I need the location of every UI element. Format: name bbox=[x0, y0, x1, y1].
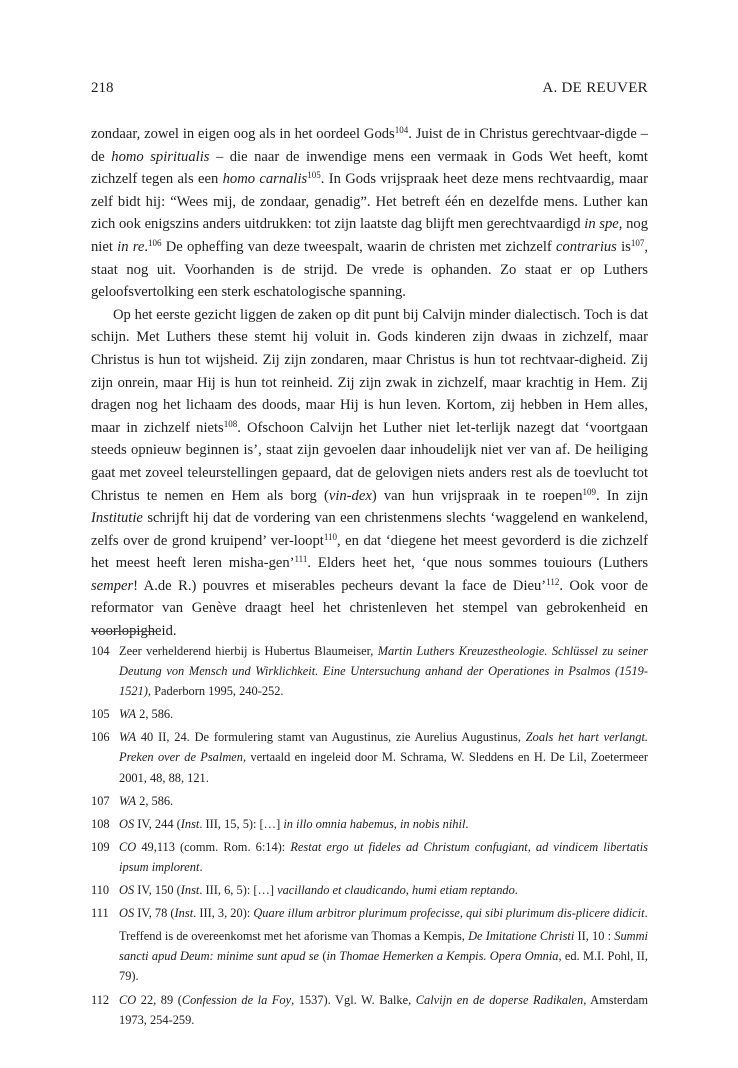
footnote-ref: 111 bbox=[294, 554, 308, 565]
italic-run: OS bbox=[119, 883, 135, 898]
text-run: . In Gods vrijspraak heet deze mens rechtvaardig, maar zelf bidt hij: “Wees mij, de zondaar, genadig”. Het betreft één en dezelfde mens. Luther kan zich ook enigszins anders uitdrukken: tot zijn laatste dag blijft men gerechtvaardigd bbox=[91, 171, 648, 233]
footnote-text bbox=[119, 814, 648, 834]
italic-run: semper bbox=[91, 577, 134, 594]
text-run: . bbox=[144, 238, 149, 255]
text-run: . bbox=[644, 906, 648, 921]
footnote-105 bbox=[91, 704, 648, 724]
italic-run: in Thomae Hemerken a Kempis. Opera Omnia bbox=[326, 949, 559, 964]
italic-run: WA bbox=[119, 707, 137, 722]
italic-run: Calvijn en de doperse Radikalen bbox=[415, 992, 584, 1007]
italic-run: Inst bbox=[180, 816, 200, 831]
text-run: 49,113 (comm. Rom. 6:14): bbox=[136, 839, 291, 854]
italic-run: Institutie bbox=[91, 510, 143, 527]
text-run: , 1537). Vgl. W. Balke, bbox=[291, 992, 416, 1007]
footnote-ref: 112 bbox=[546, 576, 560, 587]
footnote-continuation bbox=[91, 926, 648, 986]
text-run: . Elders heet het, ‘que nous sommes touiours (Luthers bbox=[307, 555, 648, 572]
italic-run: homo carnalis bbox=[222, 171, 308, 188]
text-run: IV, 150 ( bbox=[134, 883, 181, 898]
italic-run: OS bbox=[119, 816, 135, 831]
italic-run: vacillando et claudicando, humi etiam reptando bbox=[277, 883, 515, 898]
text-run: schrijft hij dat de vordering van een christenmens slechts ‘waggelend en wankelend, zelfs over de grond kruipend’ ver-loopt bbox=[91, 510, 648, 549]
footnotes bbox=[91, 641, 648, 1033]
text-run: Zeer verhelderend hierbij is Hubertus Blaumeiser, bbox=[119, 644, 378, 658]
italic-run: in re bbox=[117, 238, 145, 255]
footnote-number: 108 bbox=[91, 816, 110, 831]
text-run: . bbox=[199, 859, 203, 874]
text-run: . III, 15, 5): […] bbox=[199, 816, 284, 831]
footnote-112 bbox=[91, 990, 648, 1030]
text-run: Op het eerste gezicht liggen de zaken op dit punt bij Calvijn minder dialectisch. Toch is dat schijn. Met Luthers these stemt hij voluit in. Gods kinderen zijn dwaas in zichzelf, maar Christus is hun tot wijsheid. Zij zijn zondaren, maar Christus is hun tot rechtvaar-digheid. Zij zijn onrein, maar Hij is hun tot reinheid. Zij zijn zwak in zichzelf, maar krachtig in Hem. Zij dragen nog het lichaam des doods, maar Hij is hun leven. Kortom, zij hebben in Hem alles, maar in zichzelf niets bbox=[91, 306, 648, 436]
text-run: , vertaald en ingeleid door M. Schrama, W. Sleddens en H. De Lil, Zoetermeer 2001, 48, 88, 121. bbox=[119, 750, 648, 785]
italic-run: Confession de la Foy bbox=[181, 992, 292, 1007]
footnote-ref: 108 bbox=[223, 418, 238, 429]
text-run: 2, 586. bbox=[136, 707, 174, 722]
italic-run: Summi sancti apud Deum: minime sunt apud se bbox=[119, 929, 648, 964]
footnote-text bbox=[119, 791, 648, 811]
footnote-number: 112 bbox=[91, 992, 110, 1007]
paragraph-1 bbox=[91, 123, 648, 304]
italic-run: in spe bbox=[584, 216, 619, 233]
text-run: 22, 89 ( bbox=[136, 992, 182, 1007]
footnote-number: 106 bbox=[91, 730, 110, 745]
text-run: De opheffing van deze tweespalt, waarin de christen met zichzelf bbox=[161, 238, 557, 255]
italic-run: in illo omnia habemus, in nobis nihil bbox=[283, 816, 466, 831]
text-run: . Ook voor de reformator van Genève draagt heel het christenleven het stempel van gebrokenheid en voorlopigheid. bbox=[91, 577, 648, 640]
footnote-text bbox=[119, 727, 648, 787]
footnote-110 bbox=[91, 880, 648, 900]
footnote-ref: 104 bbox=[394, 125, 409, 135]
footnote-number: 105 bbox=[91, 707, 110, 722]
text-run: . III, 3, 20): bbox=[193, 906, 254, 921]
footnote-ref: 109 bbox=[582, 486, 596, 497]
text-run: . Juist de in Christus gerechtvaar-digde – de bbox=[91, 126, 648, 165]
footnote-number: 107 bbox=[91, 793, 110, 808]
text-run: ( bbox=[319, 949, 327, 964]
footnote-number: 110 bbox=[91, 883, 110, 898]
footnote-111 bbox=[91, 903, 648, 923]
italic-run: WA bbox=[119, 793, 137, 808]
text-run: . In zijn bbox=[596, 487, 648, 504]
italic-run: Inst bbox=[180, 883, 200, 898]
text-run: . Ofschoon Calvijn het Luther niet let-terlijk nazegt dat ‘voortgaan steeds opnieuw beginnen is’, staat zijn gevoelen daar inhoudelijk niet ver van af. De heiliging gaat met zoveel teleurstellingen gepaard, dat de gelovigen niets anders rest als de toevlucht tot Christus te nemen en Hem als borg ( bbox=[91, 419, 648, 504]
italic-run: De Imitatione Christi bbox=[468, 929, 575, 944]
footnote-ref: 106 bbox=[148, 237, 162, 248]
footnote-ref: 105 bbox=[307, 170, 321, 181]
text-run: , Amsterdam 1973, 254-259. bbox=[119, 992, 648, 1027]
italic-run: Restat ergo ut fideles ad Christum confugiant, ad vindicem libertatis ipsum implorent bbox=[119, 839, 649, 874]
italic-run: OS bbox=[119, 906, 135, 921]
text-run: is bbox=[616, 238, 631, 255]
footnote-ref: 110 bbox=[323, 531, 337, 542]
body-text bbox=[91, 123, 648, 643]
footnote-108 bbox=[91, 814, 648, 834]
footnote-text bbox=[119, 641, 648, 701]
footnote-separator bbox=[91, 631, 157, 632]
footnote-text bbox=[119, 903, 648, 923]
footnote-109 bbox=[91, 837, 648, 877]
text-run: . bbox=[465, 816, 469, 831]
footnote-104 bbox=[91, 641, 648, 701]
footnote-text bbox=[119, 704, 648, 724]
text-run: , nog niet bbox=[91, 216, 648, 255]
footnote-106 bbox=[91, 727, 648, 787]
text-run: ! A.de R.) pouvres et miserables pecheurs devant la face de Dieu’ bbox=[133, 577, 547, 594]
italic-run: Quare illum arbitror plurimum profecisse, qui sibi plurimum dis-plicere didicit bbox=[253, 906, 645, 921]
footnote-text bbox=[119, 837, 648, 877]
page-number: 218 bbox=[91, 80, 114, 96]
page-header bbox=[91, 80, 648, 100]
text-run: ) van hun vrijspraak in te roepen bbox=[371, 487, 583, 504]
text-run: , staat nog uit. Voorhanden is de strijd. De vrede is ophanden. Zo staat er op Luthers geloofsvertolking een sterk eschatologische spanning. bbox=[91, 238, 648, 301]
text-run: 40 II, 24. De formulering stamt van Augustinus, zie Aurelius Augustinus, bbox=[136, 730, 526, 745]
italic-run: Martin Luthers Kreuzestheologie. Schlüssel zu seiner Deutung von Mensch und Wirklichkeit. Eine Untersuchung anhand der Operationes in Psalmos (1519-1521) bbox=[119, 644, 648, 699]
running-head: A. DE REUVER bbox=[542, 80, 648, 96]
italic-run: Inst bbox=[174, 906, 194, 921]
paragraph-2 bbox=[91, 304, 648, 643]
italic-run: homo spiritualis bbox=[111, 148, 210, 165]
text-run: zondaar, zowel in eigen oog als in het oordeel Gods bbox=[91, 126, 395, 142]
text-run: II, 10 : bbox=[574, 929, 615, 944]
footnote-ref: 107 bbox=[630, 237, 645, 248]
footnote-107 bbox=[91, 791, 648, 811]
text-run: 2, 586. bbox=[136, 793, 174, 808]
italic-run: vin-dex bbox=[328, 487, 372, 504]
text-run: Treffend is de overeenkomst met het aforisme van Thomas a Kempis, bbox=[119, 929, 469, 944]
footnote-number: 104 bbox=[91, 644, 110, 658]
text-run: IV, 78 ( bbox=[134, 906, 175, 921]
footnote-number: 111 bbox=[91, 906, 109, 921]
text-run: – die naar de inwendige mens een vermaak in Gods Wet heeft, komt zichzelf tegen als een bbox=[91, 148, 648, 188]
italic-run: Zoals het hart verlangt. Preken over de Psalmen bbox=[119, 730, 648, 765]
footnote-number: 109 bbox=[91, 839, 110, 854]
italic-run: contrarius bbox=[556, 238, 617, 255]
footnote-text bbox=[119, 880, 648, 900]
italic-run: WA bbox=[119, 730, 137, 745]
text-run: . III, 6, 5): […] bbox=[199, 883, 278, 898]
footnote-text bbox=[119, 990, 648, 1030]
italic-run: CO bbox=[119, 839, 137, 854]
text-run: , ed. M.I. Pohl, II, 79). bbox=[119, 949, 649, 984]
italic-run: CO bbox=[119, 992, 137, 1007]
text-run: . bbox=[514, 883, 518, 898]
text-run: IV, 244 ( bbox=[134, 816, 181, 831]
text-run: , Paderborn 1995, 240-252. bbox=[147, 684, 284, 699]
text-run: , en dat ‘diegene het meest gevorderd is die zichzelf het meest heeft leren misha-gen’ bbox=[91, 532, 649, 572]
